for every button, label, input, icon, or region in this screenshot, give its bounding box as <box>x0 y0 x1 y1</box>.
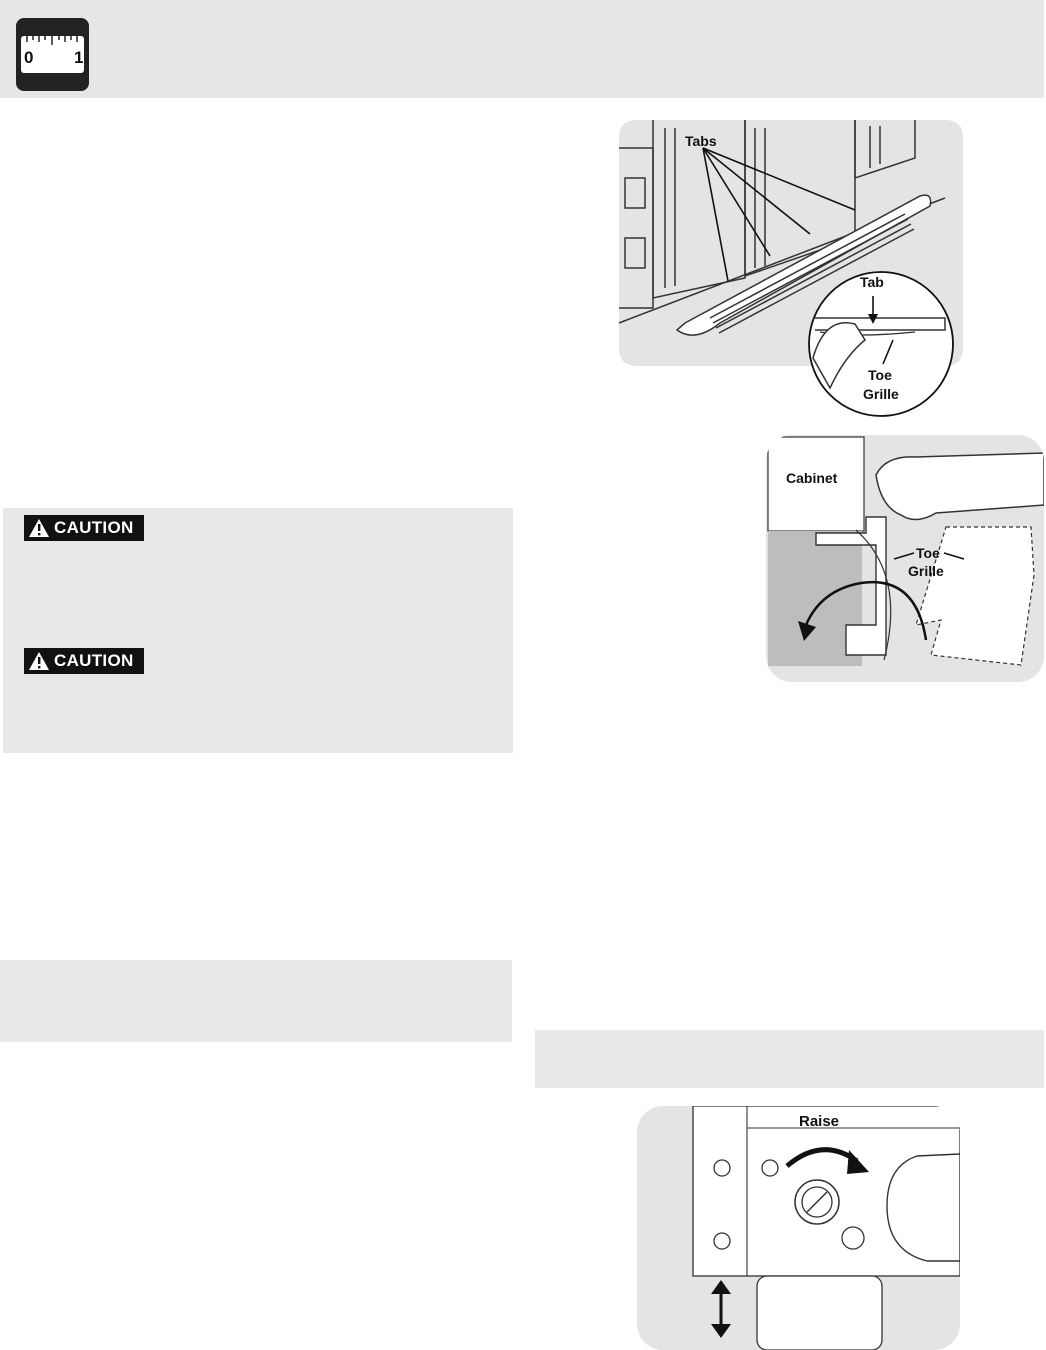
ruler-right-mark: 1 <box>74 48 84 67</box>
caution-text: CAUTION <box>54 651 134 670</box>
ruler-left-mark: 0 <box>24 48 34 67</box>
toe-label: Toe <box>868 367 892 383</box>
toe-grille-tabs-figure <box>615 118 975 418</box>
tabs-label: Tabs <box>685 133 717 149</box>
caution-panel <box>3 508 513 753</box>
warning-triangle-icon <box>28 651 50 671</box>
caution-badge <box>24 648 144 674</box>
leveling-figure <box>637 1106 960 1350</box>
grille-label: Grille <box>908 563 944 579</box>
raise-label: Raise <box>799 1113 840 1130</box>
note-box <box>0 960 512 1042</box>
note-box <box>535 1030 1044 1088</box>
cabinet-label: Cabinet <box>786 470 838 486</box>
tab-label: Tab <box>860 274 884 290</box>
header-band <box>0 0 1044 98</box>
toe-label: Toe <box>916 545 940 561</box>
caution-badge <box>24 515 144 541</box>
caution-text: CAUTION <box>54 518 134 537</box>
ruler-icon <box>16 18 89 91</box>
toe-grille-removal-figure <box>766 435 1044 682</box>
grille-label: Grille <box>863 386 899 402</box>
warning-triangle-icon <box>28 518 50 538</box>
